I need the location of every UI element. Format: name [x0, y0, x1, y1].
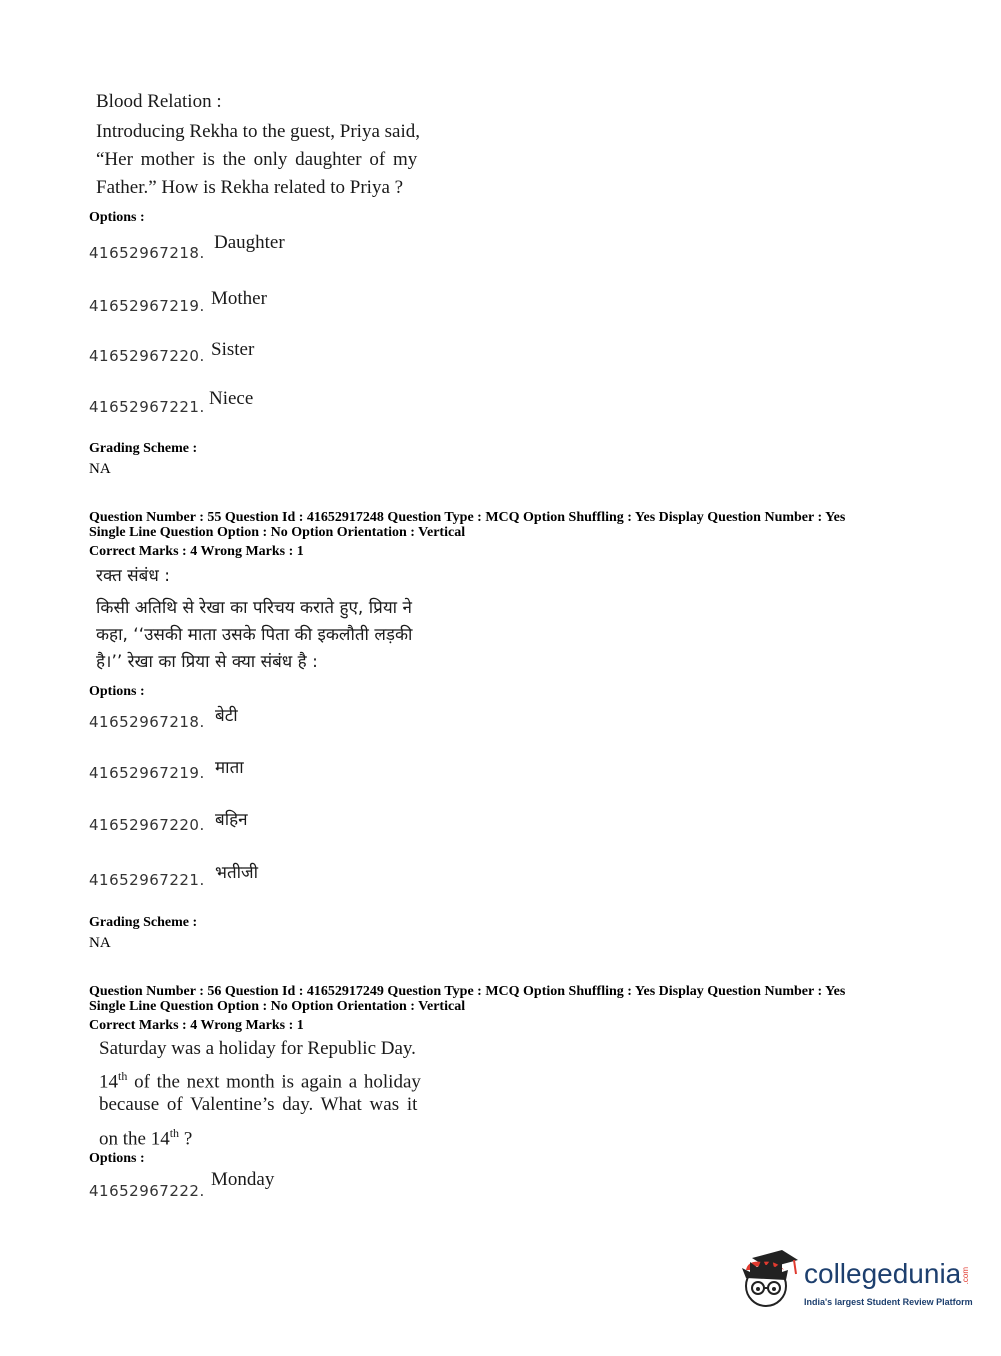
q56-line-4-prefix: on the 14	[99, 1128, 170, 1150]
q56-option-1-text: Monday	[211, 1169, 275, 1190]
q54-option-3-id: 41652967220.	[89, 347, 205, 365]
logo-wordmark	[804, 1258, 970, 1290]
q56-option-1-id: 41652967222.	[89, 1182, 205, 1200]
q54-option-2-id: 41652967219.	[89, 297, 205, 315]
q56-text-line-1: Saturday was a holiday for Republic Day.	[99, 1038, 416, 1059]
q54-option-3-text: Sister	[211, 339, 255, 360]
q54-grading-value: NA	[89, 461, 111, 477]
q55-option-1-text: बेटी	[215, 706, 238, 726]
q55-heading: रक्त संबंध :	[96, 566, 170, 586]
q55-meta-line-2: Single Line Question Option : No Option Orientation : Vertical	[89, 525, 466, 540]
q55-option-2-text: माता	[215, 758, 244, 778]
q55-option-3-text: बहिन	[215, 810, 248, 830]
q55-grading-value: NA	[89, 935, 111, 951]
q54-option-1-id: 41652967218.	[89, 244, 205, 262]
q55-text-line-3: है।’’ रेखा का प्रिया से क्या संबंध है :	[96, 652, 318, 672]
logo-name: collegedunia	[804, 1258, 962, 1289]
q54-grading-label: Grading Scheme :	[89, 441, 198, 456]
q54-text-line-3: Father.” How is Rekha related to Priya ?	[96, 177, 404, 198]
q55-option-4-id: 41652967221.	[89, 871, 205, 889]
q54-option-2-text: Mother	[211, 288, 267, 309]
q55-grading-label: Grading Scheme :	[89, 915, 198, 930]
q56-options-label: Options :	[89, 1151, 145, 1166]
q54-options-label: Options :	[89, 210, 145, 225]
q55-option-2-id: 41652967219.	[89, 764, 205, 782]
q55-option-3-id: 41652967220.	[89, 816, 205, 834]
logo-tagline: India's largest Student Review Platform	[804, 1297, 973, 1307]
q55-text-line-2: कहा, ‘‘उसकी माता उसके पिता की इकलौती लड़की	[96, 625, 413, 645]
q56-line-2-rest: of the next month is again a holiday	[127, 1071, 421, 1093]
q56-line-4-rest: ?	[179, 1128, 193, 1150]
q56-line-2-number: 14	[99, 1071, 118, 1093]
q55-meta-line-1: Question Number : 55 Question Id : 41652917248 Question Type : MCQ Option Shuffling : Yes Display Question Number : Yes	[89, 510, 846, 525]
q56-line-2-sup: th	[118, 1069, 128, 1083]
q55-options-label: Options :	[89, 684, 145, 699]
q56-text-line-4	[99, 1119, 192, 1153]
q55-text-line-1: किसी अतिथि से रेखा का परिचय कराते हुए, प्रिया ने	[96, 598, 412, 618]
q55-option-1-id: 41652967218.	[89, 713, 205, 731]
q54-heading: Blood Relation :	[96, 91, 222, 112]
q54-option-1-text: Daughter	[214, 232, 285, 253]
q56-marks: Correct Marks : 4 Wrong Marks : 1	[89, 1018, 304, 1033]
q54-text-line-2: “Her mother is the only daughter of my	[96, 149, 418, 170]
logo-suffix: .com	[961, 1266, 971, 1285]
q56-meta-line-1: Question Number : 56 Question Id : 41652917249 Question Type : MCQ Option Shuffling : Yes Display Question Number : Yes	[89, 984, 846, 999]
q56-meta-line-2: Single Line Question Option : No Option Orientation : Vertical	[89, 999, 466, 1014]
q56-line-4-sup: th	[169, 1126, 180, 1140]
q55-marks: Correct Marks : 4 Wrong Marks : 1	[89, 544, 304, 559]
mascot-icon	[738, 1248, 800, 1310]
q54-text-line-1: Introducing Rekha to the guest, Priya said,	[96, 121, 420, 142]
q54-option-4-text: Niece	[209, 388, 254, 409]
q54-option-4-id: 41652967221.	[89, 398, 205, 416]
collegedunia-logo	[738, 1248, 973, 1312]
q55-option-4-text: भतीजी	[215, 863, 259, 883]
q56-text-line-3: because of Valentine’s day. What was it	[99, 1094, 418, 1115]
